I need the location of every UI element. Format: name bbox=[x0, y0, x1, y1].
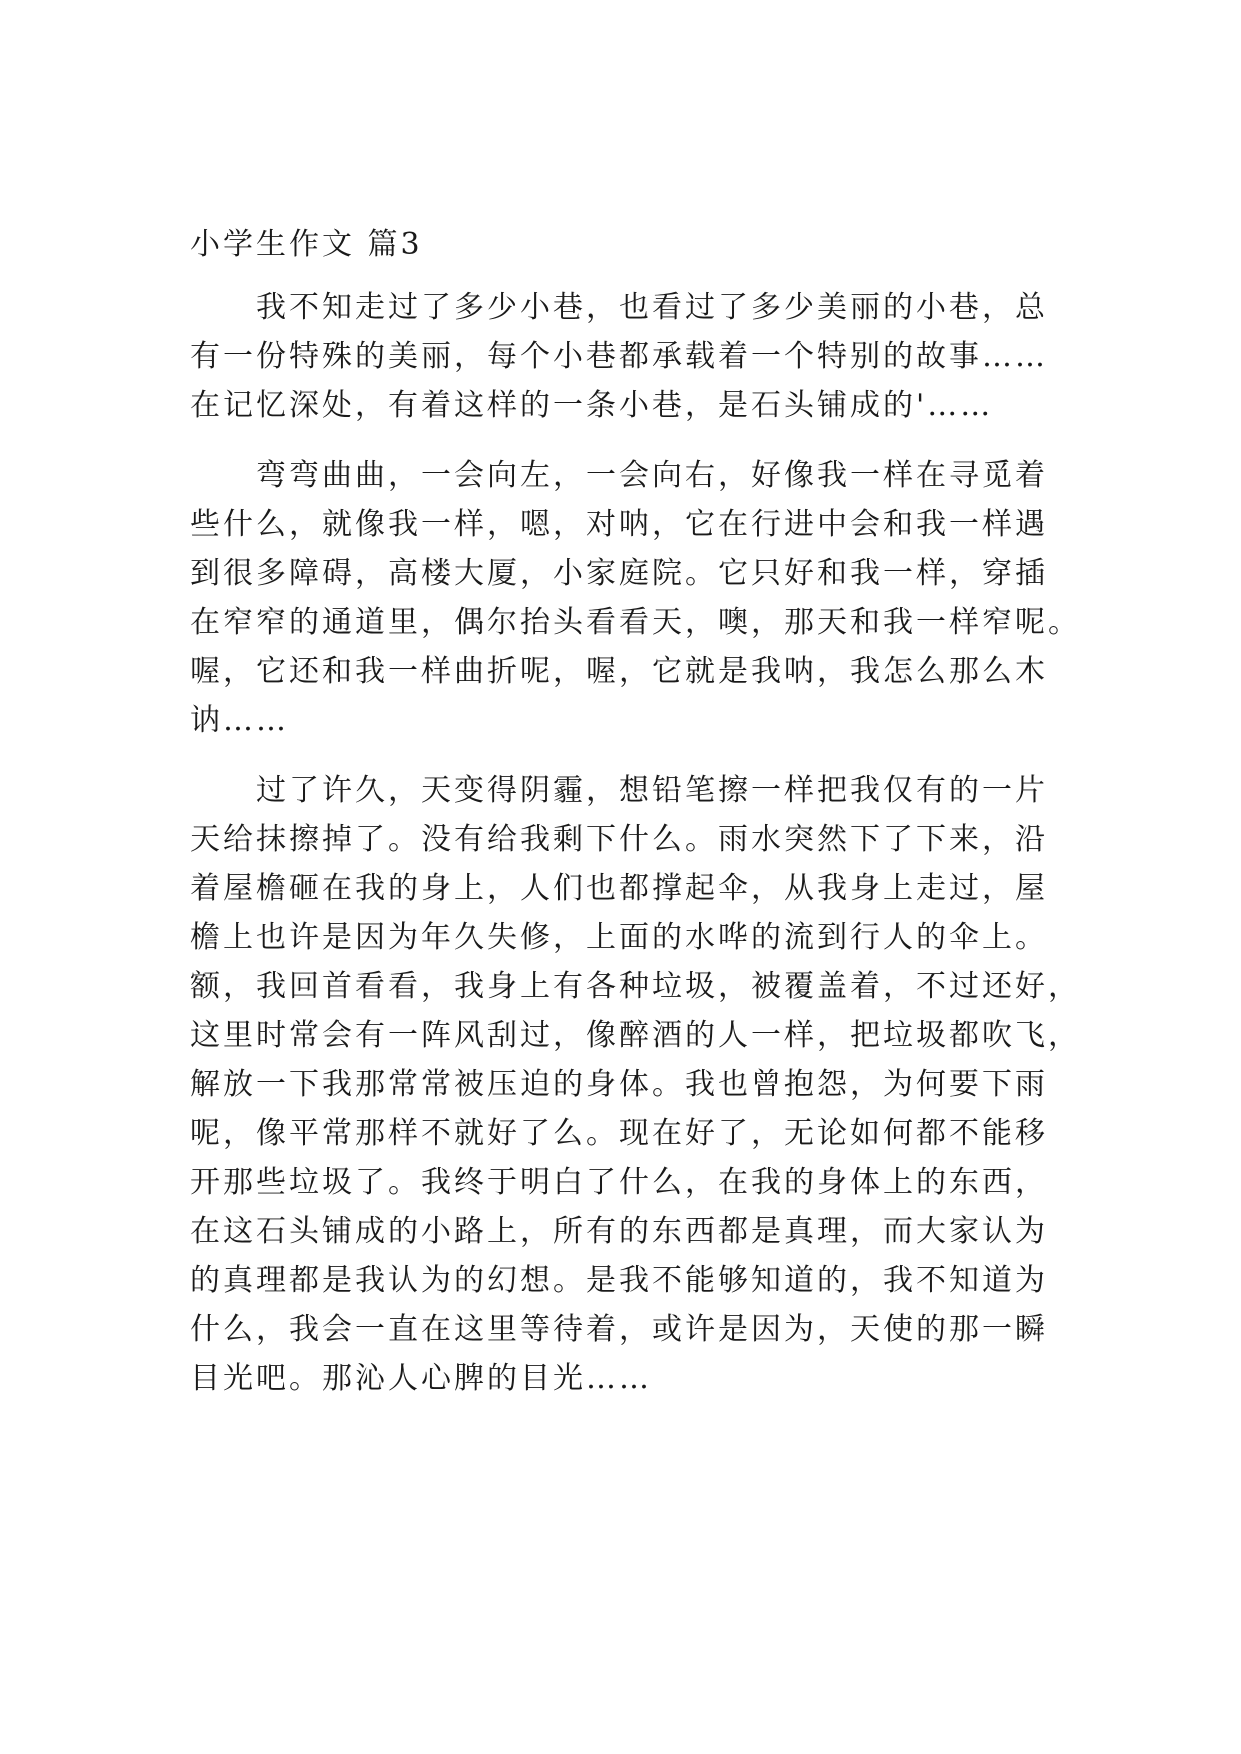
text-line: 什么，我会一直在这里等待着，或许是因为，天使的那一瞬 bbox=[190, 1312, 1048, 1347]
text-line: 天给抹擦掉了。没有给我剩下什么。雨水突然下了下来，沿 bbox=[190, 822, 1048, 857]
text-line: 我不知走过了多少小巷，也看过了多少美丽的小巷，总 bbox=[190, 290, 1048, 325]
text-line: 有一份特殊的美丽，每个小巷都承载着一个特别的故事…… bbox=[190, 339, 1048, 374]
text-line: 着屋檐砸在我的身上，人们也都撑起伞，从我身上走过，屋 bbox=[190, 871, 1048, 906]
text-line: 过了许久，天变得阴霾，想铅笔擦一样把我仅有的一片 bbox=[190, 773, 1048, 808]
text-line: 解放一下我那常常被压迫的身体。我也曾抱怨，为何要下雨 bbox=[190, 1067, 1048, 1102]
text-line: 讷…… bbox=[190, 703, 289, 738]
text-line: 在记忆深处，有着这样的一条小巷，是石头铺成的'…… bbox=[190, 388, 994, 423]
text-line: 到很多障碍，高楼大厦，小家庭院。它只好和我一样，穿插 bbox=[190, 556, 1048, 591]
text-line: 些什么，就像我一样，嗯，对呐，它在行进中会和我一样遇 bbox=[190, 507, 1048, 542]
text-line: 开那些垃圾了。我终于明白了什么，在我的身体上的东西， bbox=[190, 1165, 1048, 1200]
text-line: 在这石头铺成的小路上，所有的东西都是真理，而大家认为 bbox=[190, 1214, 1048, 1249]
text-line: 呢，像平常那样不就好了么。现在好了，无论如何都不能移 bbox=[190, 1116, 1048, 1151]
text-line: 这里时常会有一阵风刮过，像醉酒的人一样，把垃圾都吹飞， bbox=[190, 1018, 1081, 1053]
text-line: 目光吧。那沁人心脾的目光…… bbox=[190, 1361, 652, 1396]
text-line: 额，我回首看看，我身上有各种垃圾，被覆盖着，不过还好， bbox=[190, 969, 1081, 1004]
text-line: 弯弯曲曲，一会向左，一会向右，好像我一样在寻觅着 bbox=[190, 458, 1048, 493]
text-line: 的真理都是我认为的幻想。是我不能够知道的，我不知道为 bbox=[190, 1263, 1048, 1298]
text-line: 檐上也许是因为年久失修，上面的水哗的流到行人的伞上。 bbox=[190, 920, 1048, 955]
document-title: 小学生作文 篇3 bbox=[190, 227, 423, 262]
text-line: 喔，它还和我一样曲折呢，喔，它就是我呐，我怎么那么木 bbox=[190, 654, 1048, 689]
text-line: 在窄窄的通道里，偶尔抬头看看天，噢，那天和我一样窄呢。 bbox=[190, 605, 1081, 640]
